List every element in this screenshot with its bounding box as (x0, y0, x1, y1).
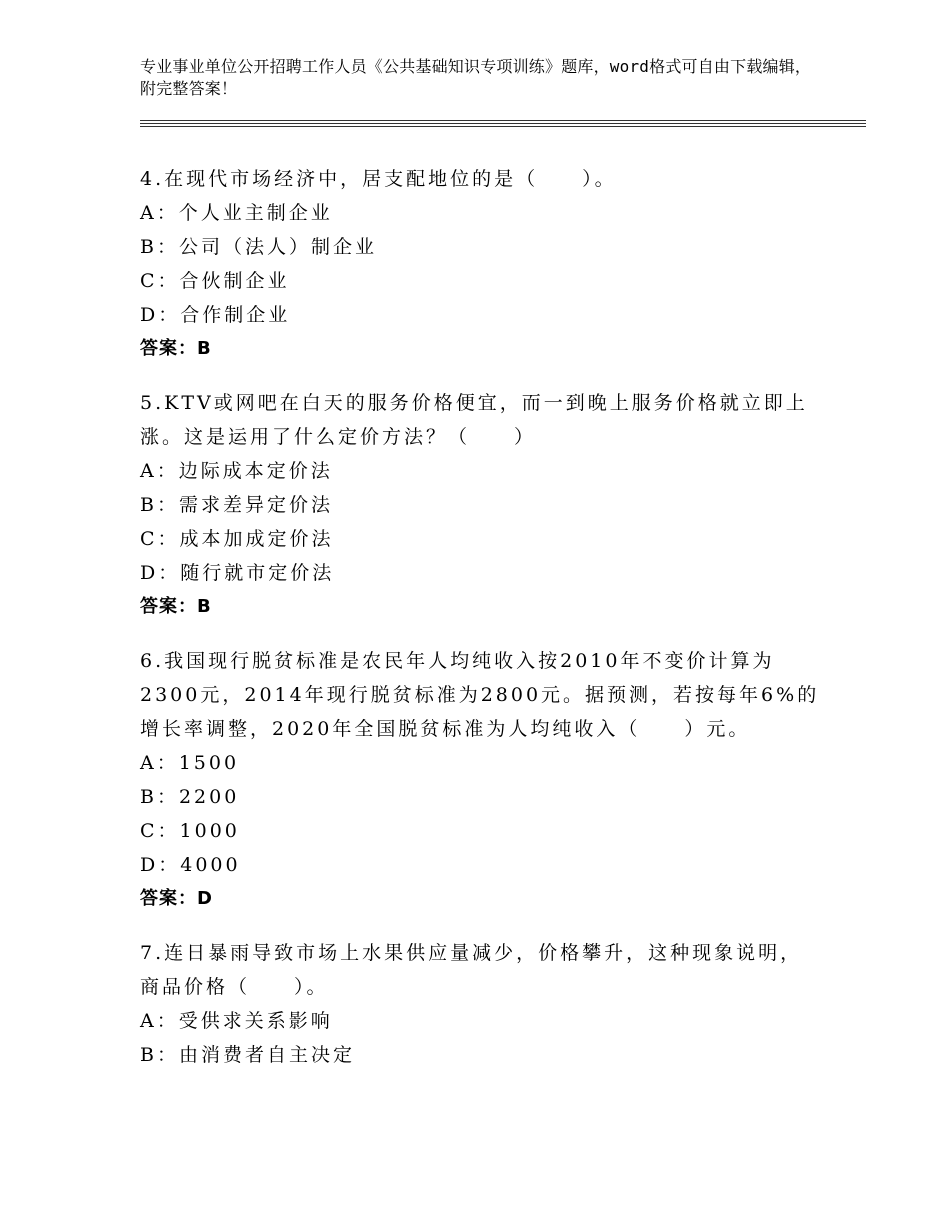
option-c: C：成本加成定价法 (140, 528, 334, 550)
option-b: B：需求差异定价法 (140, 494, 333, 516)
question-list (140, 162, 820, 1092)
question-6 (140, 644, 820, 916)
option-b: B：2200 (140, 786, 240, 808)
option-d: D：合作制企业 (140, 304, 291, 326)
option-d: D：随行就市定价法 (140, 562, 335, 584)
answer-line: 答案：B (140, 596, 212, 617)
header-divider (140, 126, 866, 127)
answer-line: 答案：B (140, 338, 212, 359)
option-a: A：个人业主制企业 (140, 202, 333, 224)
answer-line: 答案：D (140, 888, 213, 909)
option-c: C：1000 (140, 820, 240, 842)
option-d: D：4000 (140, 854, 241, 876)
question-4 (140, 162, 820, 366)
option-a: A：受供求关系影响 (140, 1010, 333, 1032)
option-b: B：公司（法人）制企业 (140, 236, 377, 258)
question-5 (140, 386, 820, 624)
header-divider (140, 123, 866, 124)
question-stem: 6.我国现行脱贫标准是农民年人均纯收入按2010年不变价计算为2300元，2014年现行脱贫标准为2800元。据预测，若按每年6%的增长率调整，2020年全国脱贫标准为人均纯收入（ ）元。 (140, 650, 820, 740)
question-stem: 7.连日暴雨导致市场上水果供应量减少，价格攀升，这种现象说明，商品价格（ ）。 (140, 942, 803, 998)
option-c: C：合伙制企业 (140, 270, 290, 292)
option-b: B：由消费者自主决定 (140, 1044, 355, 1066)
question-7 (140, 936, 820, 1072)
option-a: A：1500 (140, 752, 240, 774)
option-a: A：边际成本定价法 (140, 460, 333, 482)
header-divider (140, 120, 866, 121)
question-stem: 4.在现代市场经济中，居支配地位的是（ ）。 (140, 168, 617, 190)
document-header: 专业事业单位公开招聘工作人员《公共基础知识专项训练》题库，word格式可自由下载编辑，附完整答案！ (140, 57, 812, 98)
question-stem: 5.KTV或网吧在白天的服务价格便宜，而一到晚上服务价格就立即上涨。这是运用了什么定价方法？（ ） (140, 392, 808, 448)
